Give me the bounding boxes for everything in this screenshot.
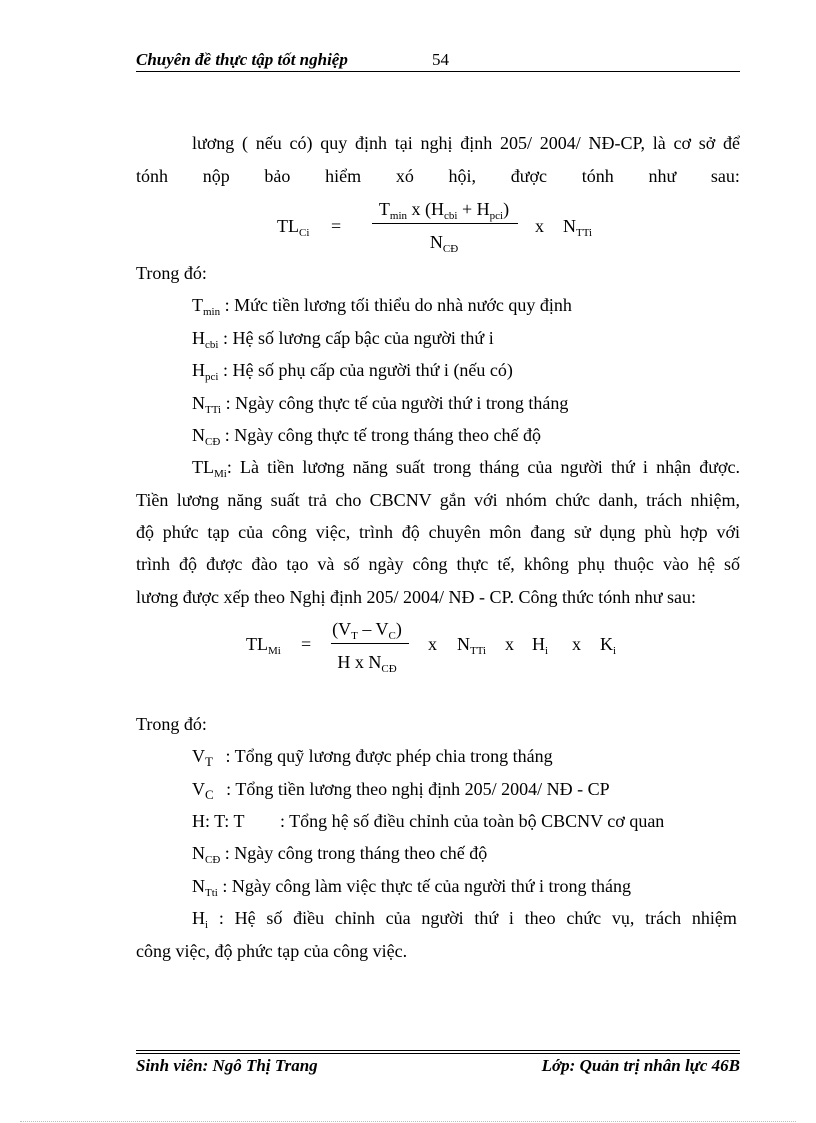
word: tónh (581, 166, 614, 186)
para2-line2: độ phức tạp của công việc, trình độ chuyên môn đang sử dụng phù hợp với (136, 522, 740, 542)
word: nộp (202, 166, 230, 186)
formula2-equals: = (301, 634, 312, 654)
def-ncd-2: $N_{CĐ}$ : Ngày công trong tháng theo chế độ (192, 843, 488, 866)
formula1-fraction-bar (372, 223, 518, 224)
footer-rule-thin (136, 1053, 740, 1054)
def-ntti: $N_{TTi}$ : Ngày công thực tế của người thứ i trong tháng (192, 393, 569, 416)
formula2-times-2: x (505, 634, 514, 654)
footer-student: Sinh viên: Ngô Thị Trang (136, 1056, 318, 1075)
formula1-lhs: $TL_{Ci}$ (277, 216, 310, 239)
formula1-times: x (535, 216, 544, 236)
header-rule (136, 71, 740, 72)
formula1-rhs: $N_{TTi}$ (563, 216, 593, 239)
para1-line2 (136, 166, 740, 186)
formula2-fraction-bar (331, 643, 409, 644)
def-hi-line1: $H_i$ : Hệ số điều chỉnh của người thứ i theo chức vụ, trách nhiệm (192, 908, 737, 931)
where-label-2: Trong đó: (136, 714, 207, 734)
formula1-denominator: $N_{CĐ}$ (429, 232, 459, 255)
page-number: 54 (432, 50, 449, 69)
def-htt: H: T: T : Tổng hệ số điều chỉnh của toàn bộ CBCNV cơ quan (192, 811, 665, 831)
formula1-numerator: $T_{min}$ x $(H_{cbi} + H_{pci})$ (378, 199, 510, 222)
para1-line1: lương ( nếu có) quy định tại nghị định 205/ 2004/ NĐ-CP, là cơ sở để (192, 133, 740, 153)
page-bottom-border (20, 1121, 796, 1122)
def-hcbi: $H_{cbi}$ : Hệ số lương cấp bậc của người thứ i (192, 328, 494, 351)
word: bảo (264, 166, 291, 186)
formula1-equals: = (331, 216, 342, 236)
header-title: Chuyên đề thực tập tốt nghiệp (136, 50, 348, 69)
def-ncd: $N_{CĐ}$ : Ngày công thực tế trong tháng theo chế độ (192, 425, 541, 448)
def-vc: $V_C$ : Tổng tiền lương theo nghị định 205/ 2004/ NĐ - CP (192, 779, 610, 802)
formula2-lhs: $TL_{Mi}$ (246, 634, 281, 657)
def-tlmi: $TL_{Mi}$: Là tiền lương năng suất trong tháng của người thứ i nhận được. (192, 457, 740, 480)
word: hội, (448, 166, 477, 186)
footer-class: Lớp: Quản trị nhân lực 46B (541, 1056, 740, 1075)
def-hi-line2: công việc, độ phức tạp của công việc. (136, 941, 408, 961)
word: như (648, 166, 677, 186)
def-vt: $V_T$ : Tổng quỹ lương được phép chia trong tháng (192, 746, 553, 769)
footer-rule (136, 1050, 740, 1051)
formula2-times-1: x (428, 634, 437, 654)
formula2-denominator: H x $N_{CĐ}$ (337, 652, 397, 675)
formula2-numerator: $(V_T - V_C)$ (332, 619, 402, 642)
def-tmin: $T_{min}$ : Mức tiền lương tối thiểu do nhà nước quy định (192, 295, 572, 318)
word: xó (395, 166, 414, 186)
formula2-times-3: x (572, 634, 581, 654)
word: hiểm (325, 166, 362, 186)
formula2-hi: $H_i$ (532, 634, 549, 657)
word: được (510, 166, 548, 186)
formula2-ki: $K_i$ (600, 634, 617, 657)
def-hpci: $H_{pci}$ : Hệ số phụ cấp của người thứ i (nếu có) (192, 360, 513, 383)
formula2-ntti: $N_{TTi}$ (457, 634, 487, 657)
para2-line1: Tiền lương năng suất trả cho CBCNV gắn với nhóm chức danh, trách nhiệm, (136, 490, 740, 510)
word: tónh (136, 166, 169, 186)
para2-line4: lương được xếp theo Nghị định 205/ 2004/ NĐ - CP. Công thức tónh như sau: (136, 587, 697, 607)
def-ntti-2: $N_{Tti}$ : Ngày công làm việc thực tế của người thứ i trong tháng (192, 876, 632, 899)
where-label: Trong đó: (136, 263, 207, 283)
word: sau: (710, 166, 740, 186)
para2-line3: trình độ được đào tạo và số ngày công thực tế, không phụ thuộc vào hệ số (136, 554, 740, 574)
